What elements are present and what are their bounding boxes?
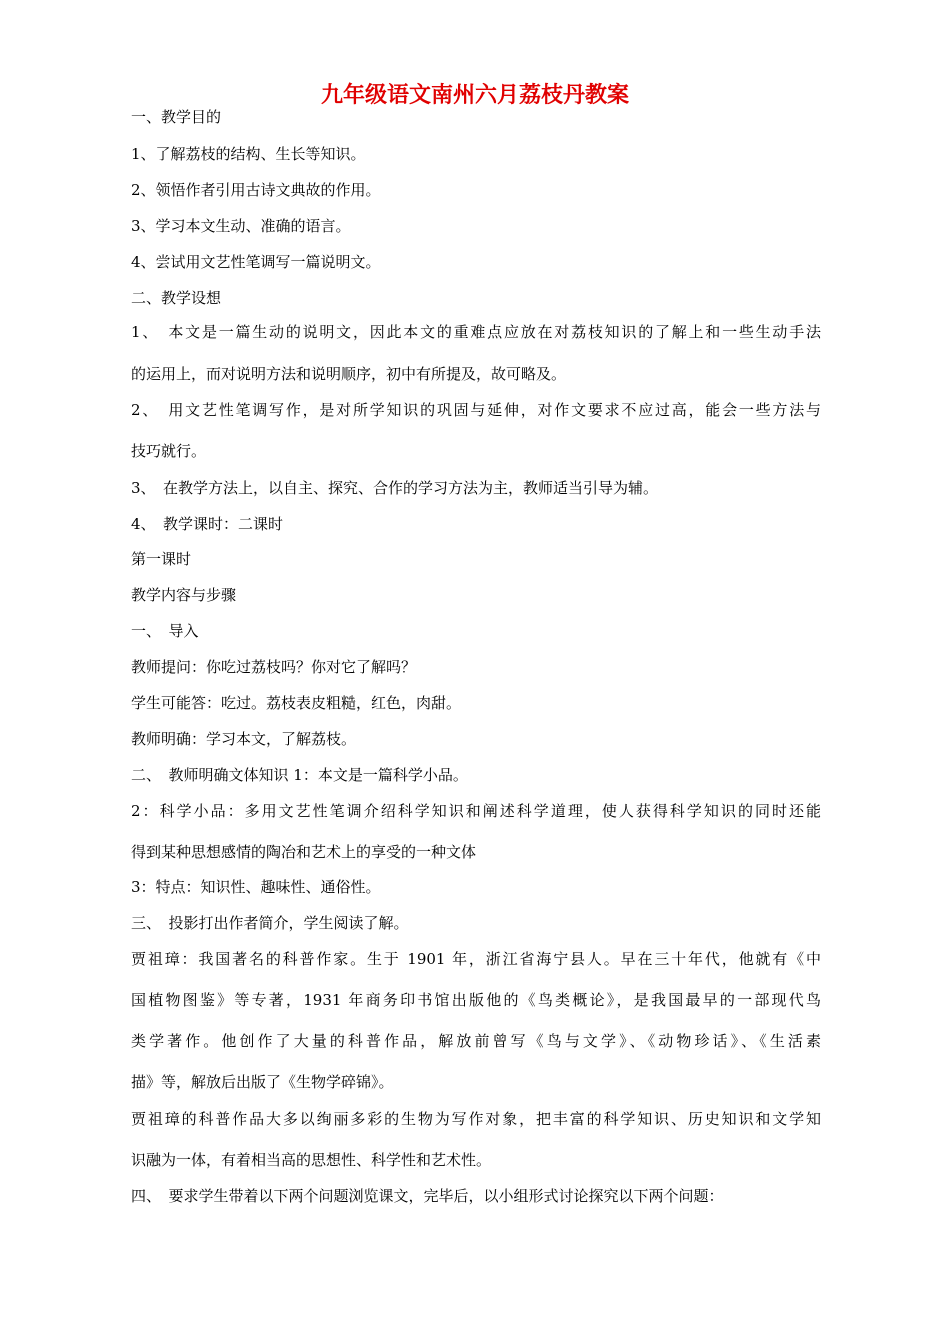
text-line: 描》等，解放后出版了《生物学碎锦》。: [131, 1073, 394, 1091]
text-line: 1、 本文是一篇生动的说明文，因此本文的重难点应放在对荔枝知识的了解上和一些生动手法: [131, 323, 821, 341]
text-line: 2、领悟作者引用古诗文典故的作用。: [131, 181, 381, 199]
text-line: 教学内容与步骤: [131, 586, 237, 604]
text-line: 国植物图鉴》等专著，1931 年商务印书馆出版他的《鸟类概论》，是我国最早的一部现代鸟: [131, 991, 821, 1009]
text-line: 4、尝试用文艺性笔调写一篇说明文。: [131, 253, 381, 271]
text-line: 一、 导入: [131, 622, 199, 640]
text-line: 第一课时: [131, 550, 192, 568]
text-line: 3：特点：知识性、趣味性、通俗性。: [131, 878, 381, 896]
text-line: 的运用上，而对说明方法和说明顺序，初中有所提及，故可略及。: [131, 365, 567, 383]
text-line: 3、 在教学方法上，以自主、探究、合作的学习方法为主，教师适当引导为辅。: [131, 479, 659, 497]
text-line: 四、 要求学生带着以下两个问题浏览课文，完毕后，以小组形式讨论探究以下两个问题：: [131, 1187, 724, 1205]
document-title: 九年级语文南州六月荔枝丹教案: [320, 83, 629, 108]
text-line: 贾祖璋的科普作品大多以绚丽多彩的生物为写作对象，把丰富的科学知识、历史知识和文学知: [131, 1110, 821, 1128]
text-line: 1、了解荔枝的结构、生长等知识。: [131, 145, 366, 163]
text-line: 贾祖璋：我国著名的科普作家。生于 1901 年，浙江省海宁县人。早在三十年代，他就有《中: [131, 950, 821, 968]
text-line: 教师明确：学习本文，了解荔枝。: [131, 730, 357, 748]
text-line: 2：科学小品：多用文艺性笔调介绍科学知识和阐述科学道理，使人获得科学知识的同时还能: [131, 802, 821, 820]
text-line: 得到某种思想感情的陶冶和艺术上的享受的一种文体: [131, 843, 477, 861]
text-line: 教师提问：你吃过荔枝吗？你对它了解吗？: [131, 658, 417, 676]
text-line: 3、学习本文生动、准确的语言。: [131, 217, 351, 235]
text-line: 类学著作。他创作了大量的科普作品，解放前曾写《鸟与文学》、《动物珍话》、《生活素: [131, 1032, 821, 1050]
text-line: 4、 教学课时：二课时: [131, 515, 284, 533]
text-line: 技巧就行。: [131, 442, 207, 460]
text-line: 学生可能答：吃过。荔枝表皮粗糙，红色，肉甜。: [131, 694, 462, 712]
text-line: 三、 投影打出作者简介，学生阅读了解。: [131, 914, 409, 932]
text-line: 识融为一体，有着相当高的思想性、科学性和艺术性。: [131, 1151, 492, 1169]
text-line: 二、教学设想: [131, 289, 222, 307]
text-line: 二、 教师明确文体知识 1：本文是一篇科学小品。: [131, 766, 468, 784]
text-line: 一、教学目的: [131, 108, 222, 126]
text-line: 2、 用文艺性笔调写作，是对所学知识的巩固与延伸，对作文要求不应过高，能会一些方法与: [131, 401, 821, 419]
